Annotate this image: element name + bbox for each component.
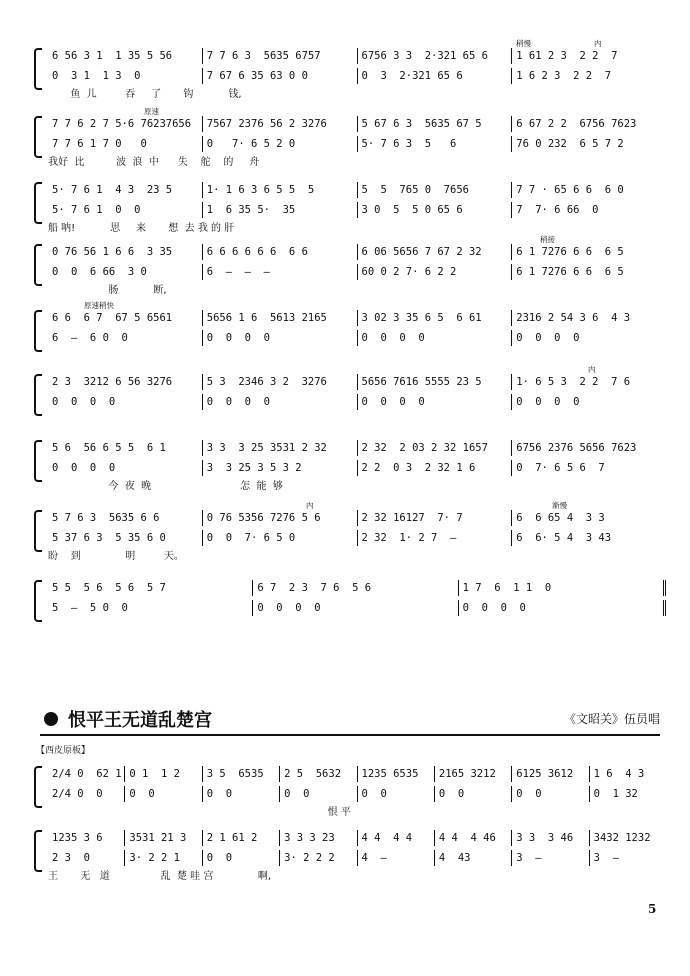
measure: 5 67 6 3 5635 67 5 [357,116,512,132]
score-system [34,235,666,298]
measure: 5· 7 6 3 5 6 [357,136,512,152]
measure: 7567 2376 56 2 3276 [202,116,357,132]
measure: 5 5 5 6 5 6 5 7 [52,582,166,594]
upper-voice-line [48,310,666,326]
measure: 3 3 3 23 [279,830,356,846]
system-brace [34,116,42,158]
measure: 5· 7 6 1 4 3 23 5 [52,184,173,196]
measure: 5656 1 6 5613 2165 [202,310,357,326]
section-header [40,704,660,736]
measure: 6125 3612 [511,766,588,782]
measure: 1 6 2 3 2 2 7 [511,68,666,84]
measure: 0 0 [434,786,511,802]
measure: 0 0 [202,850,279,866]
measure: 6 — 6 0 0 [52,332,128,344]
system-brace [34,182,42,224]
performance-mark: 内 [588,365,596,374]
measure: 0 3 2·321 65 6 [357,68,512,84]
measure: 0 3 1 1 3 0 [52,70,141,82]
measure: 0 0 [124,786,201,802]
measure: 4 4 4 4 [357,830,434,846]
upper-voice-line [48,440,666,456]
upper-voice-line [48,766,666,782]
system-brace [34,48,42,90]
measure: 2 32 16127 7· 7 [357,510,512,526]
measure: 6 6 65 4 3 3 [511,510,666,526]
measure: 6756 3 3 2·321 65 6 [357,48,512,64]
measure: 3432 1232 [589,830,666,846]
measure: 3 3 3 46 [511,830,588,846]
measure: 60 0 2 7· 6 2 2 [357,264,512,280]
measure: 7 67 6 35 63 0 0 [202,68,357,84]
measure: 5 7 6 3 5635 6 6 [52,512,160,524]
measure: 0 0 0 0 [357,394,512,410]
score-system [34,107,666,170]
title-rule [40,734,660,736]
measure: 76 0 232 6 5 7 2 [511,136,666,152]
measure: 2/4 0 62 1 [52,768,122,780]
performance-mark: 原速稍快 [84,301,114,310]
lower-voice-line [48,460,666,476]
upper-voice-line [48,580,666,596]
measure: 6 1 7276 6 6 6 5 [511,244,666,260]
measure: 0 0 6 66 3 0 [52,266,147,278]
system-brace [34,510,42,552]
score-system [34,436,666,494]
measure: 2316 2 54 3 6 4 3 [511,310,666,326]
measure: 2 2 0 3 2 32 1 6 [357,460,512,476]
measure: 0 0 0 0 [202,330,357,346]
lyric-line: 今 夜 晚 怎 能 够 [48,481,283,492]
measure: 2/4 0 0 [52,788,103,800]
system-brace [34,440,42,482]
score-system [34,365,666,428]
measure: 6 67 2 2 6756 7623 [511,116,666,132]
measure: 4 4 4 46 [434,830,511,846]
lyric-line: 恨 平 [48,807,351,818]
upper-voice-line [48,830,666,846]
measure: 1 6 35 5· 35 [202,202,357,218]
measure: 5 5 765 0 7656 [357,182,512,198]
lyric-line: 王 无 道 乱 楚 哇 宫 啊, [48,871,272,882]
lyric-line: 鱼 儿 吞 了 钩 钱, [48,89,242,100]
measure: 6 1 7276 6 6 6 5 [511,264,666,280]
lower-voice-line [48,330,666,346]
lower-voice-line [48,600,666,616]
measure: 3 3 3 25 3531 2 32 [202,440,357,456]
measure: 4 — [357,850,434,866]
system-brace [34,374,42,416]
upper-voice-line [48,116,666,132]
measure: 1235 6535 [357,766,434,782]
lyric-line: 肠 断, [48,285,167,296]
measure: 1 6 4 3 [589,766,666,782]
measure: 1· 6 5 3 2 2 7 6 [511,374,666,390]
measure: 3 02 3 35 6 5 6 61 [357,310,512,326]
score-system [34,501,666,564]
performance-mark: 渐慢 [552,501,567,510]
lyric-line: 船 呐! 思 来 想 去 我 的 肝 [48,223,235,234]
performance-mark: 稍慢 [516,39,531,48]
measure: 3 0 5 5 0 65 6 [357,202,512,218]
measure: 4 43 [434,850,511,866]
measure: 0 0 [202,786,279,802]
lower-voice-line [48,786,666,802]
score-system [34,576,666,634]
lower-voice-line [48,202,666,218]
measure: 2 1 61 2 [202,830,279,846]
bullet-icon [44,712,58,726]
lower-voice-line [48,530,666,546]
measure: 3531 21 3 [124,830,201,846]
measure: 3 — [511,850,588,866]
system-brace [34,830,42,872]
system-brace [34,766,42,808]
measure: 6 6 6 7 67 5 6561 [52,312,173,324]
score-system [34,301,666,364]
score-system [34,39,666,102]
measure: 6 — — — [202,264,357,280]
measure: 0 7· 6 5 2 0 [202,136,357,152]
measure: 0 1 1 2 [124,766,201,782]
measure: 6 6· 5 4 3 43 [511,530,666,546]
measure: 5· 7 6 1 0 0 [52,204,141,216]
upper-voice-line [48,182,666,198]
lower-voice-line [48,68,666,84]
system-brace [34,310,42,352]
measure: 3· 2 2 1 [124,850,201,866]
measure: 1 7 6 1 1 0 [458,580,663,596]
system-brace [34,580,42,622]
upper-voice-line [48,244,666,260]
lower-voice-line [48,136,666,152]
measure: 0 0 0 0 [458,600,663,616]
measure: 7 7 6 2 7 5·6 76237656 [52,118,192,130]
score-system [34,826,666,884]
measure: 0 0 0 0 [357,330,512,346]
measure: 5 6 56 6 5 5 6 1 [52,442,166,454]
page-number: 5 [648,902,657,916]
measure: 2 5 5632 [279,766,356,782]
upper-voice-line [48,374,666,390]
measure: 5 37 6 3 5 35 6 0 [52,532,166,544]
measure: 7 7· 6 66 0 [511,202,666,218]
performance-mark: 内 [594,39,602,48]
upper-voice-line [48,48,666,64]
lyric-line: 我好 比 波 浪 中 失 舵 的 舟 [48,157,260,168]
measure: 2 32 1· 2 7 — [357,530,512,546]
measure: 6 06 5656 7 67 2 32 [357,244,512,260]
measure: 0 0 7· 6 5 0 [202,530,357,546]
lyric-line: 盼 到 明 天。 [48,551,184,562]
measure: 5 — 5 0 0 [52,602,128,614]
measure: 6 56 3 1 1 35 5 56 [52,50,173,62]
measure: 3· 2 2 2 [279,850,356,866]
performance-mark: 稍接 [540,235,555,244]
performance-mark: 原速 [144,107,159,116]
measure: 0 7· 6 5 6 7 [511,460,666,476]
lower-voice-line [48,850,666,866]
measure: 3 — [589,850,666,866]
measure: 5 3 2346 3 2 3276 [202,374,357,390]
measure: 0 76 56 1 6 6 3 35 [52,246,173,258]
measure: 2 32 2 03 2 32 1657 [357,440,512,456]
measure: 6 6 6 6 6 6 6 6 [202,244,357,260]
performance-mark: 内 [306,501,314,510]
section-source: 《文昭关》伍员唱 [563,712,660,726]
measure: 2 3 0 [52,852,90,864]
measure: 5656 7616 5555 23 5 [357,374,512,390]
system-brace [34,244,42,286]
lower-voice-line [48,394,666,410]
measure: 0 0 0 0 [52,396,116,408]
section-title: 恨平王无道乱楚宫 [68,710,212,731]
measure: 0 1 32 [589,786,666,802]
score-system [34,178,666,236]
measure: 0 0 [357,786,434,802]
measure: 0 0 0 0 [252,600,457,616]
measure: 7 7 6 1 7 0 0 [52,138,147,150]
measure: 0 0 0 0 [511,330,666,346]
measure: 3 3 25 3 5 3 2 [202,460,357,476]
measure: 6756 2376 5656 7623 [511,440,666,456]
measure: 0 76 5356 7276 5 6 [202,510,357,526]
measure: 2 3 3212 6 56 3276 [52,376,173,388]
measure: 0 0 [511,786,588,802]
measure: 7 7 · 65 6 6 6 0 [511,182,666,198]
measure: 1235 3 6 [52,832,103,844]
measure: 0 0 0 0 [202,394,357,410]
lower-voice-line [48,264,666,280]
measure: 1 61 2 3 2 2 7 [511,48,666,64]
measure: 7 7 6 3 5635 6757 [202,48,357,64]
measure: 3 5 6535 [202,766,279,782]
measure: 0 0 [279,786,356,802]
measure: 0 0 0 0 [511,394,666,410]
measure: 1· 1 6 3 6 5 5 5 [202,182,357,198]
tempo-marking: 【西皮原板】 [36,746,91,756]
measure: 2165 3212 [434,766,511,782]
upper-voice-line [48,510,666,526]
score-system [34,762,666,820]
measure: 0 0 0 0 [52,462,116,474]
measure: 6 7 2 3 7 6 5 6 [252,580,457,596]
